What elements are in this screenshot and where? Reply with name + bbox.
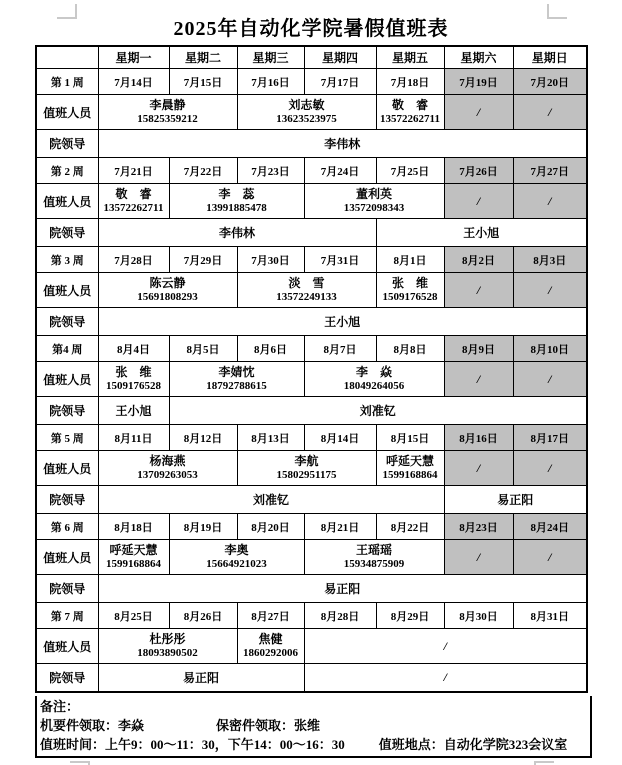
date-cell: 8月5日 [169,336,237,362]
date-cell: 7月16日 [237,69,304,95]
day-header-cell: 星期四 [304,46,376,69]
date-cell: 8月16日 [444,425,513,451]
leader-cell [98,130,587,158]
duty-person-name: 王瑶瑶 [355,543,392,557]
row-label-duty: 值班人员 [36,362,98,397]
leader-name: 王小旭 [463,226,500,240]
date-cell: 8月9日 [444,336,513,362]
date-cell: 7月21日 [98,158,169,184]
duty-person-cell [98,540,169,575]
date-cell: 8月22日 [376,514,444,540]
row-label-duty: 值班人员 [36,273,98,308]
duty-empty-mark: / [548,549,552,564]
duty-person-cell [98,629,237,664]
row-label-leader: 院领导 [36,130,98,158]
notes-block [35,696,592,758]
week-duty-row [36,629,587,664]
duty-empty-cell [513,273,587,308]
leader-cell [98,219,376,247]
duty-person-name: 呼延天慧 [385,454,434,468]
duty-person-cell [98,95,237,130]
duty-person-cell [98,184,169,219]
duty-person-name: 李 焱 [355,365,392,379]
duty-person-cell [169,540,304,575]
duty-empty-cell [444,540,513,575]
note-secret-pickup: 保密件领取：张维 [216,718,321,733]
date-cell: 8月7日 [304,336,376,362]
leader-empty-cell [304,664,587,693]
week-duty-row [36,451,587,486]
date-cell: 7月23日 [237,158,304,184]
duty-empty-mark: / [476,282,481,297]
date-cell: 8月19日 [169,514,237,540]
duty-person-phone: 15825359212 [137,113,198,125]
duty-person-name: 张 维 [115,365,152,379]
duty-person-phone: 15664921023 [206,558,267,570]
week-label: 第 1 周 [36,69,98,95]
duty-person-name: 李婧忱 [218,365,255,379]
leader-name: 刘准钇 [359,404,396,418]
duty-empty-cell [304,629,587,664]
leader-name: 易正阳 [497,493,534,507]
week-duty-row [36,362,587,397]
duty-person-phone: 13572262711 [380,113,440,125]
duty-person-cell [304,362,444,397]
duty-person-phone: 13572262711 [103,202,164,214]
duty-person-cell [376,95,444,130]
duty-person-name: 敬 睿 [115,187,152,201]
day-header-cell: 星期日 [513,46,587,69]
week-label: 第 3 周 [36,247,98,273]
week-leader-row [36,397,587,425]
duty-person-name: 淡 雪 [288,276,325,290]
date-cell: 8月27日 [237,603,304,629]
leader-name: 李伟林 [218,226,255,240]
date-cell: 7月14日 [98,69,169,95]
date-cell: 7月30日 [237,247,304,273]
duty-person-cell [237,95,376,130]
date-cell: 8月4日 [98,336,169,362]
duty-person-phone: 1509176528 [382,291,438,303]
date-cell: 7月31日 [304,247,376,273]
week-duty-row [36,184,587,219]
day-header-cell: 星期二 [169,46,237,69]
week-leader-row [36,308,587,336]
date-cell: 8月29日 [376,603,444,629]
date-cell: 7月20日 [513,69,587,95]
duty-person-cell [98,362,169,397]
date-cell: 8月30日 [444,603,513,629]
date-cell: 8月13日 [237,425,304,451]
duty-empty-mark: / [476,193,481,208]
duty-empty-mark: / [476,104,481,119]
duty-person-phone: 13572249133 [276,291,337,303]
duty-person-phone: 15934875909 [343,558,405,570]
duty-empty-mark: / [476,371,481,386]
date-cell: 8月25日 [98,603,169,629]
leader-cell [169,397,587,425]
row-label-leader: 院领导 [36,308,98,336]
date-cell: 8月28日 [304,603,376,629]
leader-cell [444,486,587,514]
duty-empty-cell [513,540,587,575]
week-date-row [36,158,587,184]
note-duty-place: 值班地点：自动化学院323会议室 [378,737,568,752]
week-duty-row [36,540,587,575]
duty-person-phone: 1860292006 [243,647,298,659]
date-cell: 8月20日 [237,514,304,540]
note-duty-time: 值班时间：上午9：00～11：30，下午14：00～16：30 [40,737,345,752]
leader-name: 王小旭 [324,315,361,329]
leader-cell [98,397,169,425]
week-leader-row [36,575,587,603]
duty-roster-table [35,45,588,693]
date-cell: 8月12日 [169,425,237,451]
duty-empty-cell [513,362,587,397]
row-label-leader: 院领导 [36,397,98,425]
leader-name: 李伟林 [324,137,361,151]
duty-empty-mark: / [443,638,447,653]
duty-person-phone: 18792788615 [206,380,267,392]
header-row [36,46,587,69]
duty-person-phone: 1599168864 [106,558,161,570]
week-label: 第4 周 [36,336,98,362]
duty-person-cell [376,273,444,308]
row-label-duty: 值班人员 [36,540,98,575]
duty-person-phone: 1509176528 [106,380,161,392]
duty-person-name: 李奥 [224,543,249,557]
date-cell: 8月6日 [237,336,304,362]
duty-empty-mark: / [476,460,481,475]
note-confidential-pickup: 机要件领取：李焱 [40,718,145,733]
duty-person-name: 呼延天慧 [109,543,158,557]
week-label: 第 5 周 [36,425,98,451]
date-cell: 7月24日 [304,158,376,184]
duty-person-cell [237,273,376,308]
duty-empty-cell [444,362,513,397]
date-cell: 7月18日 [376,69,444,95]
date-cell: 7月27日 [513,158,587,184]
leader-name: 易正阳 [182,671,219,685]
leader-cell [98,664,304,693]
duty-person-phone: 13572098343 [343,202,405,214]
duty-person-name: 董利英 [355,187,392,201]
row-label-leader: 院领导 [36,486,98,514]
duty-empty-mark: / [476,549,481,564]
week-leader-row [36,486,587,514]
leader-cell [376,219,587,247]
date-cell: 8月26日 [169,603,237,629]
date-cell: 8月14日 [304,425,376,451]
date-cell: 7月15日 [169,69,237,95]
row-label-duty: 值班人员 [36,184,98,219]
leader-name: / [443,670,447,684]
duty-person-name: 李航 [294,454,319,468]
duty-empty-cell [444,273,513,308]
week-duty-row [36,95,587,130]
week-date-row [36,514,587,540]
row-label-duty: 值班人员 [36,451,98,486]
corner-cell [36,46,98,69]
leader-cell [98,575,587,603]
leader-cell [98,486,444,514]
duty-empty-cell [444,184,513,219]
duty-empty-mark: / [548,460,552,475]
duty-person-cell [98,451,237,486]
duty-person-phone: 15691808293 [137,291,198,303]
duty-empty-cell [513,184,587,219]
date-cell: 8月3日 [513,247,587,273]
leader-cell [98,308,587,336]
leader-name: 易正阳 [324,582,361,596]
week-date-row [36,336,587,362]
duty-person-phone: 1599168864 [382,469,438,481]
week-date-row [36,69,587,95]
week-duty-row [36,273,587,308]
day-header-cell: 星期一 [98,46,169,69]
duty-empty-cell [444,95,513,130]
duty-person-name: 李 蕊 [218,187,255,201]
week-date-row [36,247,587,273]
week-date-row [36,425,587,451]
page-margin-mark-bottom-left [70,761,90,765]
duty-person-cell [169,362,304,397]
duty-person-cell [98,273,237,308]
duty-person-cell [169,184,304,219]
date-cell: 7月17日 [304,69,376,95]
date-cell: 7月29日 [169,247,237,273]
duty-person-cell [376,451,444,486]
date-cell: 8月10日 [513,336,587,362]
notes-line-remark: 备注： [40,699,80,714]
date-cell: 7月26日 [444,158,513,184]
duty-empty-cell [513,95,587,130]
duty-person-cell [237,629,304,664]
duty-person-cell [237,451,376,486]
leader-name: 刘准钇 [252,493,289,507]
week-label: 第 6 周 [36,514,98,540]
page-margin-mark-bottom-right [534,761,554,765]
date-cell: 8月24日 [513,514,587,540]
week-leader-row [36,219,587,247]
row-label-duty: 值班人员 [36,95,98,130]
date-cell: 8月21日 [304,514,376,540]
duty-empty-cell [444,451,513,486]
duty-person-phone: 13991885478 [206,202,267,214]
duty-empty-mark: / [548,371,552,386]
date-cell: 7月22日 [169,158,237,184]
duty-person-name: 焦健 [258,632,283,646]
row-label-leader: 院领导 [36,219,98,247]
date-cell: 8月2日 [444,247,513,273]
week-label: 第 2 周 [36,158,98,184]
week-leader-row [36,130,587,158]
duty-empty-mark: / [548,282,552,297]
day-header-cell: 星期三 [237,46,304,69]
duty-person-phone: 13623523975 [276,113,337,125]
duty-person-phone: 18049264056 [343,380,405,392]
duty-person-name: 张 维 [391,276,428,290]
duty-person-cell [304,540,444,575]
date-cell: 7月28日 [98,247,169,273]
date-cell: 8月23日 [444,514,513,540]
row-label-leader: 院领导 [36,664,98,693]
duty-person-name: 杜彤彤 [149,632,186,646]
leader-name: 王小旭 [115,404,152,418]
duty-person-name: 杨海燕 [149,454,186,468]
date-cell: 8月1日 [376,247,444,273]
duty-person-phone: 15802951175 [276,469,337,481]
week-leader-row [36,664,587,693]
date-cell: 8月11日 [98,425,169,451]
date-cell: 8月31日 [513,603,587,629]
day-header-cell: 星期六 [444,46,513,69]
notes-line-pickup [40,716,587,735]
date-cell: 8月18日 [98,514,169,540]
duty-person-name: 敬 睿 [391,98,428,112]
date-cell: 8月17日 [513,425,587,451]
duty-empty-mark: / [548,104,552,119]
duty-person-name: 李晨静 [149,98,186,112]
duty-person-cell [304,184,444,219]
document-title: 2025年自动化学院暑假值班表 [173,18,449,40]
date-cell: 8月15日 [376,425,444,451]
row-label-duty: 值班人员 [36,629,98,664]
week-date-row [36,603,587,629]
duty-person-phone: 18093890502 [137,647,198,659]
week-label: 第 7 周 [36,603,98,629]
date-cell: 8月8日 [376,336,444,362]
duty-person-name: 刘志敏 [288,98,325,112]
duty-empty-cell [513,451,587,486]
date-cell: 7月19日 [444,69,513,95]
duty-person-phone: 13709263053 [137,469,198,481]
duty-empty-mark: / [548,193,552,208]
row-label-leader: 院领导 [36,575,98,603]
notes-line-time-place [40,735,587,754]
duty-person-name: 陈云静 [149,276,186,290]
day-header-cell: 星期五 [376,46,444,69]
date-cell: 7月25日 [376,158,444,184]
